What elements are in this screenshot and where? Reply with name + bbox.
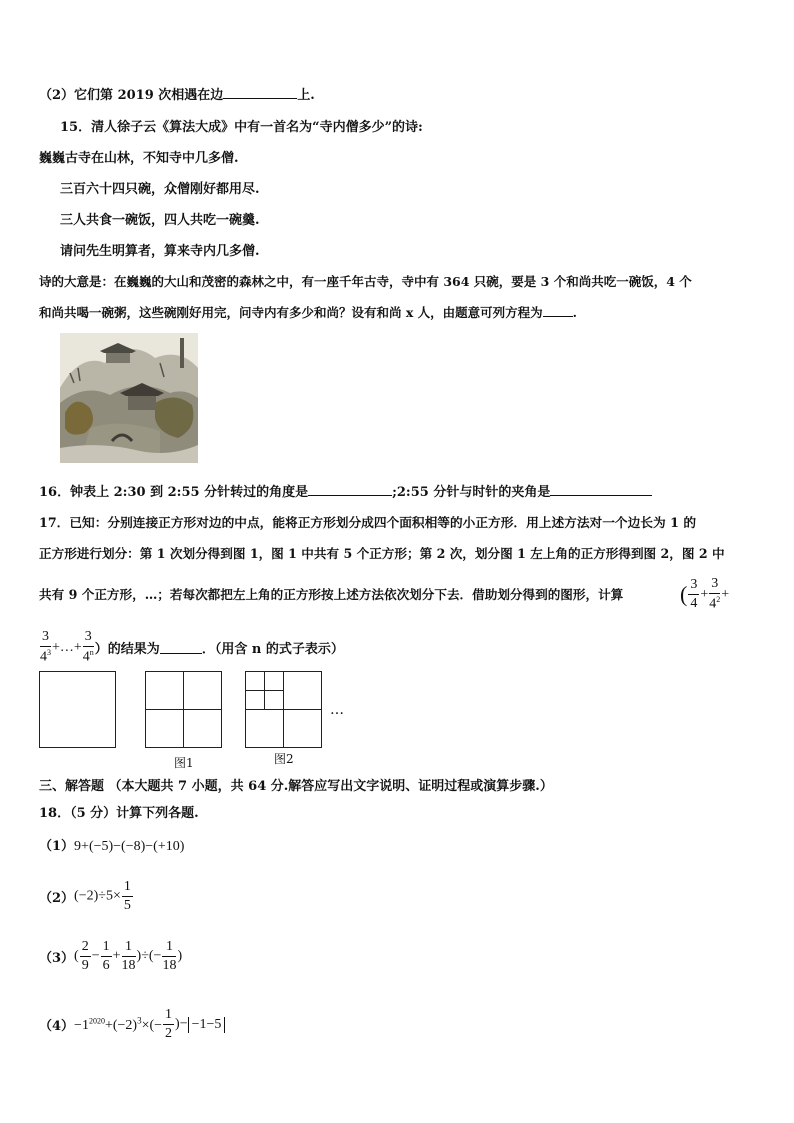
section-title: 三、解答题 （本大题共 7 小题，共 64 分.解答应写出文字说明、证明过程或演算步骤.） (39, 779, 553, 794)
q17-line-1: 17．已知：分别连接正方形对边的中点，能将正方形划分成四个面积相等的小正方形．用上述方法对一个边长为 1 的 (39, 515, 697, 530)
q17-line-2: 正方形进行划分：第 1 次划分得到图 1，图 1 中共有 5 个正方形；第 2 次，划分图 1 左上角的正方形得到图 2，图 2 中 (39, 546, 725, 561)
poem-line: 三人共食一碗饭，四人共吃一碗羹. (60, 213, 260, 228)
q18-part1: （1）9+(−5)−(−8)−(+10) (39, 839, 185, 854)
q17-series-start: ( $\frac{3}{4}$ + $\frac{3}{4^2}$ + (680, 576, 730, 612)
fraction: $\frac{2}{9}$ (81, 939, 89, 973)
q15-meaning-2: 和尚共喝一碗粥，这些碗刚好用完，问寺内有多少和尚？设有和尚 x 人，由题意可列方程为 . (39, 305, 578, 320)
temple-painting-svg (60, 333, 198, 463)
answer-blank (160, 641, 202, 654)
q17-series-end: $\frac{3}{4^3}$ +…+ $\frac{3}{4^n}$ ）的结果为 ．（用含 n 的式子表示） (40, 629, 344, 665)
q15-intro-text: 清人徐子云《算法大成》中有一首名为“寺内僧多少”的诗: (91, 120, 423, 135)
answer-blank (308, 483, 392, 496)
fraction: $\frac{1}{5}$ (123, 879, 131, 913)
q18-header: 18．（5 分）计算下列各题. (39, 806, 199, 821)
fraction: $\frac{3}{4}$ (690, 576, 698, 611)
poem-line: 三百六十四只碗，众僧刚好都用尽. (60, 182, 260, 197)
poem-line: 巍巍古寺在山林，不知寺中几多僧. (39, 151, 239, 166)
q15-intro (60, 116, 423, 135)
question-number: 17． (39, 515, 70, 530)
absolute-value: −1−5 (188, 1017, 226, 1033)
figure-1-label: 图1 (174, 756, 194, 770)
q17-line-3: 共有 9 个正方形，…；若每次都把左上角的正方形按上述方法依次划分下去．借助划分得到的图形，计算 (39, 587, 624, 602)
q16: 16．钟表上 2:30 到 2:55 分针转过的角度是 ;2:55 分针与时针的夹角是 (39, 481, 652, 500)
q15-meaning-1: 诗的大意是：在巍巍的大山和茂密的森林之中，有一座千年古寺，寺中有 364 只碗，要是 3 个和尚共吃一碗饭，4 个 (39, 274, 692, 289)
answer-blank (223, 86, 297, 99)
divider (246, 709, 321, 710)
q14-part2-text: （2）它们第 2019 次相遇在边 (39, 88, 224, 103)
poem-line: 请问先生明算者，算来寺内几多僧. (60, 244, 260, 259)
fraction: $\frac{3}{4^2}$ (709, 576, 721, 612)
ellipsis: … (330, 702, 344, 718)
question-number: 18． (39, 806, 71, 821)
temple-painting (60, 333, 198, 463)
q18-part3: （3）( $\frac{2}{9}$ − $\frac{1}{6}$ + $\frac{1}{18}$ )÷(− $\frac{1}{18}$ ) (39, 939, 183, 973)
fraction: $\frac{1}{2}$ (165, 1007, 173, 1041)
q18-part4: $(4)-1^{2020}+(-2)^3\times(-$ $\frac{1}{2}$ )− −1−5 (39, 1008, 225, 1041)
fraction: $\frac{3}{4^3}$ (40, 629, 51, 665)
question-number: 15． (60, 120, 92, 135)
q14-part2 (39, 84, 315, 103)
fraction: $\frac{1}{6}$ (102, 939, 110, 973)
answer-blank (543, 304, 573, 317)
divider (146, 709, 221, 710)
answer-blank (550, 483, 652, 496)
fraction: $\frac{1}{18}$ (121, 939, 136, 973)
question-number: 16． (39, 485, 71, 500)
fraction: $\frac{1}{18}$ (162, 939, 177, 973)
figure-1 (145, 671, 222, 748)
q14-part2-after: 上. (297, 88, 315, 103)
q18-part2: （2）(−2)÷5× $\frac{1}{5}$ (39, 879, 131, 913)
figure-2 (245, 671, 322, 748)
figure-2-label: 图2 (274, 752, 294, 766)
divider (246, 690, 283, 691)
figure-0-square (39, 671, 116, 748)
fraction: $\frac{3}{4^n}$ (82, 629, 94, 665)
